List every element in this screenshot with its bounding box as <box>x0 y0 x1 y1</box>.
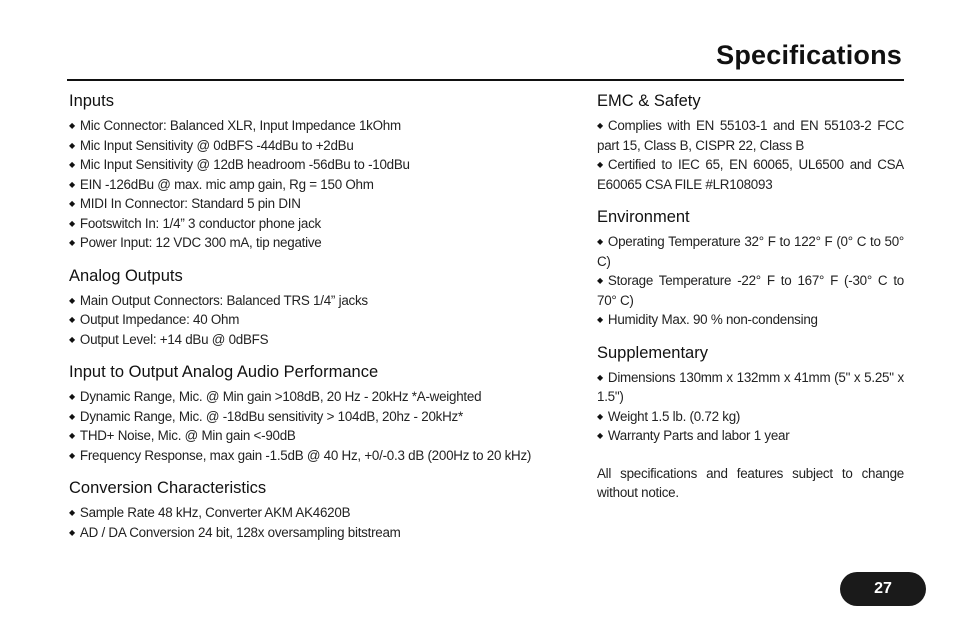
diamond-bullet-icon: ◆ <box>69 334 75 344</box>
diamond-bullet-icon: ◆ <box>69 315 75 324</box>
diamond-bullet-icon: ◆ <box>69 140 75 150</box>
diamond-bullet-icon: ◆ <box>69 392 75 401</box>
spec-item <box>69 136 574 156</box>
diamond-bullet-icon: ◆ <box>69 411 75 421</box>
spec-item-text: Certified to IEC 65, EN 60065, UL6500 and CSA E60065 CSA FILE #LR108093 <box>597 157 904 192</box>
spec-item-text: Dynamic Range, Mic. @ Min gain >108dB, 20 Hz - 20kHz *A-weighted <box>79 389 482 404</box>
diamond-bullet-icon: ◆ <box>69 295 75 305</box>
spec-item <box>69 330 574 350</box>
spec-item-text: Weight 1.5 lb. (0.72 kg) <box>607 408 741 424</box>
diamond-bullet-icon: ◆ <box>69 218 75 228</box>
spec-item-text: EIN -126dBu @ max. mic amp gain, Rg = 150 Ohm <box>79 176 374 192</box>
spec-item-text: Mic Input Sensitivity @ 12dB headroom -56dBu to -10dBu <box>79 157 410 172</box>
diamond-bullet-icon: ◆ <box>597 276 603 285</box>
spec-item-text: Power Input: 12 VDC 300 mA, tip negative <box>79 235 322 250</box>
title-rule <box>67 79 904 81</box>
diamond-bullet-icon: ◆ <box>69 238 75 247</box>
spec-item-text: Operating Temperature 32° F to 122° F (0° C to 50° C) <box>597 234 904 269</box>
section-analog-outputs <box>69 265 574 350</box>
diamond-bullet-icon: ◆ <box>69 160 75 169</box>
spec-item-text: Footswitch In: 1/4” 3 conductor phone jack <box>79 215 321 231</box>
section-heading: Conversion Characteristics <box>69 479 267 497</box>
spec-item-text: Sample Rate 48 kHz, Converter AKM AK4620B <box>79 505 351 520</box>
diamond-bullet-icon: ◆ <box>69 508 75 517</box>
diamond-bullet-icon: ◆ <box>69 179 75 189</box>
spec-item-text: AD / DA Conversion 24 bit, 128x oversampling bitstream <box>79 524 401 540</box>
section-emc-safety <box>597 90 904 194</box>
section-heading: Environment <box>597 208 690 226</box>
spec-item-text: Mic Input Sensitivity @ 0dBFS -44dBu to +2dBu <box>79 137 354 153</box>
spec-item-text: THD+ Noise, Mic. @ Min gain <-90dB <box>79 428 296 443</box>
diamond-bullet-icon: ◆ <box>597 237 603 246</box>
spec-item-text: Humidity Max. 90 % non-condensing <box>607 312 818 327</box>
spec-item <box>597 407 904 427</box>
section-input-to-output-analog-audio-performance <box>69 361 574 465</box>
spec-item <box>69 426 574 446</box>
diamond-bullet-icon: ◆ <box>69 431 75 440</box>
diamond-bullet-icon: ◆ <box>597 315 603 324</box>
spec-item-text: Mic Connector: Balanced XLR, Input Impedance 1kOhm <box>79 118 401 133</box>
spec-item <box>69 407 574 427</box>
spec-item-text: Output Impedance: 40 Ohm <box>79 312 240 327</box>
spec-item <box>597 310 904 330</box>
spec-list <box>597 368 904 446</box>
right-column <box>597 90 904 503</box>
spec-item <box>69 194 574 214</box>
spec-item <box>69 503 574 523</box>
diamond-bullet-icon: ◆ <box>597 121 603 130</box>
spec-item <box>597 232 904 271</box>
spec-item-text: Main Output Connectors: Balanced TRS 1/4” jacks <box>79 292 368 308</box>
spec-item <box>69 291 574 311</box>
spec-item <box>597 271 904 310</box>
section-supplementary <box>597 342 904 446</box>
spec-item <box>597 368 904 407</box>
diamond-bullet-icon: ◆ <box>597 160 603 169</box>
spec-list <box>69 291 574 350</box>
spec-item-text: Dynamic Range, Mic. @ -18dBu sensitivity > 104dB, 20hz - 20kHz* <box>79 408 463 424</box>
spec-item <box>69 387 574 407</box>
spec-item <box>69 175 574 195</box>
spec-item <box>597 426 904 446</box>
notice-text: All specifications and features subject to change without notice. <box>597 465 904 500</box>
left-column <box>69 90 574 554</box>
spec-item <box>69 523 574 543</box>
section-heading: Supplementary <box>597 343 708 362</box>
section-heading: Analog Outputs <box>69 266 183 285</box>
spec-item <box>69 155 574 175</box>
diamond-bullet-icon: ◆ <box>69 199 75 208</box>
diamond-bullet-icon: ◆ <box>597 431 603 440</box>
spec-list <box>597 116 904 194</box>
spec-list <box>597 232 904 330</box>
spec-list <box>69 503 574 542</box>
diamond-bullet-icon: ◆ <box>597 372 603 382</box>
diamond-bullet-icon: ◆ <box>69 121 75 130</box>
section-heading: EMC & Safety <box>597 92 701 110</box>
spec-item <box>597 116 904 155</box>
diamond-bullet-icon: ◆ <box>69 450 75 460</box>
spec-item-text: Storage Temperature -22° F to 167° F (-30° C to 70° C) <box>597 273 904 308</box>
spec-item-text: Warranty Parts and labor 1 year <box>607 428 790 443</box>
section-conversion-characteristics <box>69 477 574 542</box>
diamond-bullet-icon: ◆ <box>597 411 603 421</box>
spec-item <box>69 446 574 466</box>
spec-item-text: Frequency Response, max gain -1.5dB @ 40 Hz, +0/-0.3 dB (200Hz to 20 kHz) <box>79 447 532 463</box>
spec-item-text: Output Level: +14 dBu @ 0dBFS <box>79 331 269 347</box>
spec-item-text: MIDI In Connector: Standard 5 pin DIN <box>79 196 301 211</box>
section-environment <box>597 206 904 330</box>
diamond-bullet-icon: ◆ <box>69 527 75 537</box>
spec-item-text: Dimensions 130mm x 132mm x 41mm (5" x 5.25" x 1.5") <box>597 369 904 404</box>
spec-item <box>69 116 574 136</box>
spec-list <box>69 116 574 253</box>
spec-item <box>69 310 574 330</box>
spec-item-text: Complies with EN 55103-1 and EN 55103-2 FCC part 15, Class B, CISPR 22, Class B <box>597 118 904 153</box>
section-heading: Input to Output Analog Audio Performance <box>69 363 379 381</box>
spec-item <box>69 233 574 253</box>
page-number-badge: 27 <box>840 572 926 606</box>
section-inputs <box>69 90 574 253</box>
spec-item <box>597 155 904 194</box>
page-title: Specifications <box>716 40 902 70</box>
spec-item <box>69 214 574 234</box>
spec-list <box>69 387 574 465</box>
section-heading: Inputs <box>69 92 114 110</box>
